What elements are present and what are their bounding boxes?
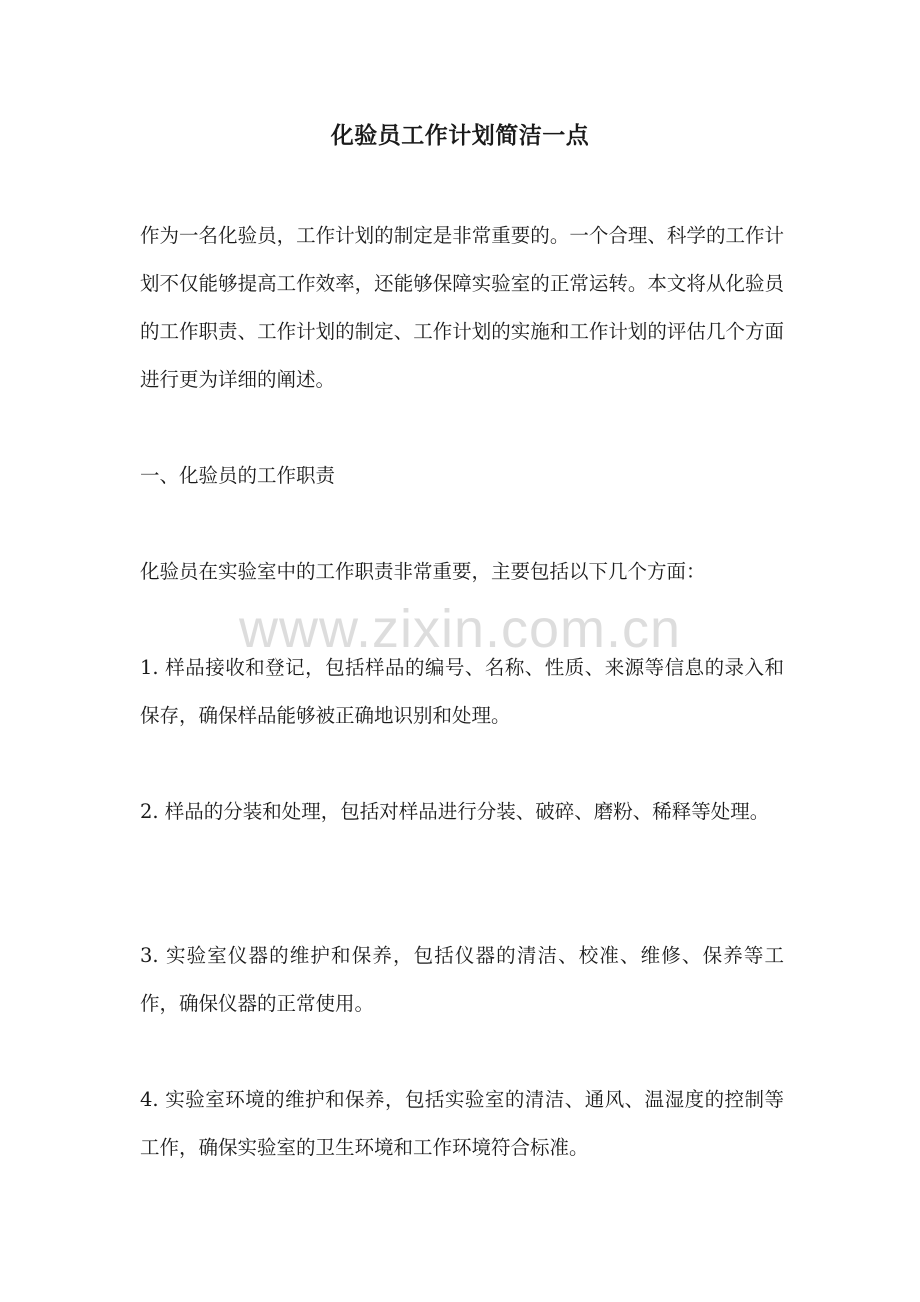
list-item-2: 2. 样品的分装和处理，包括对样品进行分装、破碎、磨粉、稀释等处理。 bbox=[140, 800, 770, 823]
section-heading: 一、化验员的工作职责 bbox=[140, 464, 336, 487]
watermark: www.zixin.com.cn bbox=[238, 599, 682, 659]
list-item-3: 3. 实验室仪器的维护和保养，包括仪器的清洁、校准、维修、保养等工作，确保仪器的正常使用。 bbox=[140, 944, 784, 1015]
list-item-4: 4. 实验室环境的维护和保养，包括实验室的清洁、通风、温湿度的控制等工作，确保实验室的卫生环境和工作环境符合标准。 bbox=[140, 1088, 784, 1159]
list-item-1: 1. 样品接收和登记，包括样品的编号、名称、性质、来源等信息的录入和保存，确保样品能够被正确地识别和处理。 bbox=[140, 656, 784, 727]
section-intro-paragraph: 化验员在实验室中的工作职责非常重要，主要包括以下几个方面： bbox=[140, 560, 706, 583]
intro-paragraph: 作为一名化验员，工作计划的制定是非常重要的。一个合理、科学的工作计划不仅能够提高工作效率，还能够保障实验室的正常运转。本文将从化验员的工作职责、工作计划的制定、工作计划的实施和工作计划的评估几个方面进行更为详细的阐述。 bbox=[140, 224, 784, 391]
document-title: 化验员工作计划简洁一点 bbox=[330, 122, 590, 149]
